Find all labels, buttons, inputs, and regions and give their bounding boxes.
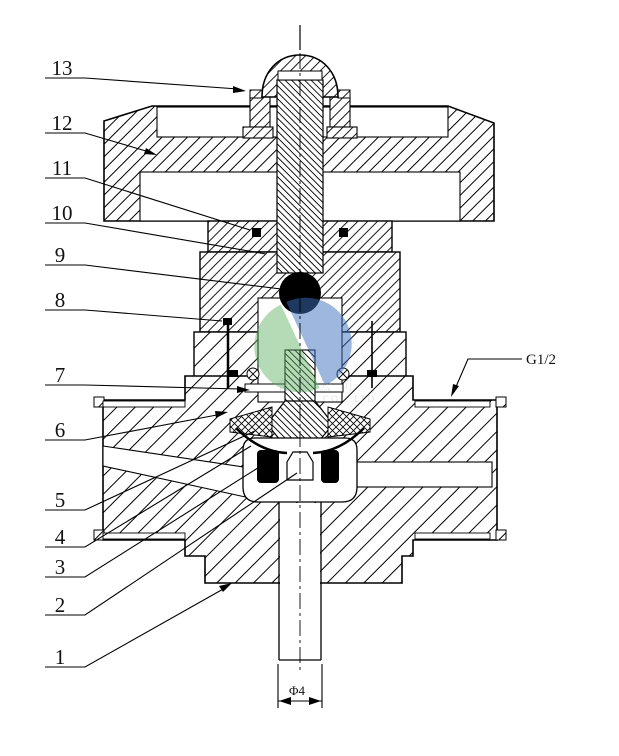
leader-line xyxy=(455,359,522,389)
packing-seal-left xyxy=(252,228,261,237)
leader-arrow xyxy=(451,384,459,397)
leader-line xyxy=(45,588,225,667)
part-number: 11 xyxy=(51,156,73,180)
left-port-lip-top xyxy=(94,397,104,407)
left-thread-band-bottom xyxy=(103,533,185,539)
part-number: 13 xyxy=(51,56,73,80)
part-number: 2 xyxy=(54,593,66,617)
right-port-lip-bottom xyxy=(496,530,506,540)
part-label-1 xyxy=(45,583,232,669)
part-label-13 xyxy=(45,56,246,93)
part-number: 4 xyxy=(54,525,66,549)
leader-line xyxy=(45,78,238,89)
part-number: 9 xyxy=(54,243,66,267)
packing-seal-right xyxy=(339,228,348,237)
part-number: 7 xyxy=(54,363,66,387)
dimension-label: Φ4 xyxy=(288,683,306,698)
part-number: 6 xyxy=(54,418,66,442)
right-port-lip-top xyxy=(496,397,506,407)
watermark-cjk-text: 有限公司 xyxy=(276,378,360,394)
bore-dimension xyxy=(278,664,322,708)
right-thread-band-top xyxy=(415,401,490,407)
thread-annotation xyxy=(451,352,556,397)
leader-arrow xyxy=(233,86,246,93)
thread-label: G1/2 xyxy=(526,352,556,368)
seat-seal-right xyxy=(321,450,339,483)
part-number: 12 xyxy=(51,111,73,135)
watermark-latin-text: CO., LTD. xyxy=(322,395,382,405)
part-number: 3 xyxy=(54,555,66,579)
part-number: 5 xyxy=(54,488,66,512)
left-thread-band-top xyxy=(103,401,185,407)
o-ring-left xyxy=(247,368,259,380)
part-number: 8 xyxy=(54,288,66,312)
part-number: 1 xyxy=(54,645,66,669)
part-number: 10 xyxy=(51,201,73,225)
leader-line xyxy=(45,310,222,321)
right-thread-band-bottom xyxy=(415,533,490,539)
outlet-passage xyxy=(356,462,492,487)
part-label-8 xyxy=(45,288,222,321)
